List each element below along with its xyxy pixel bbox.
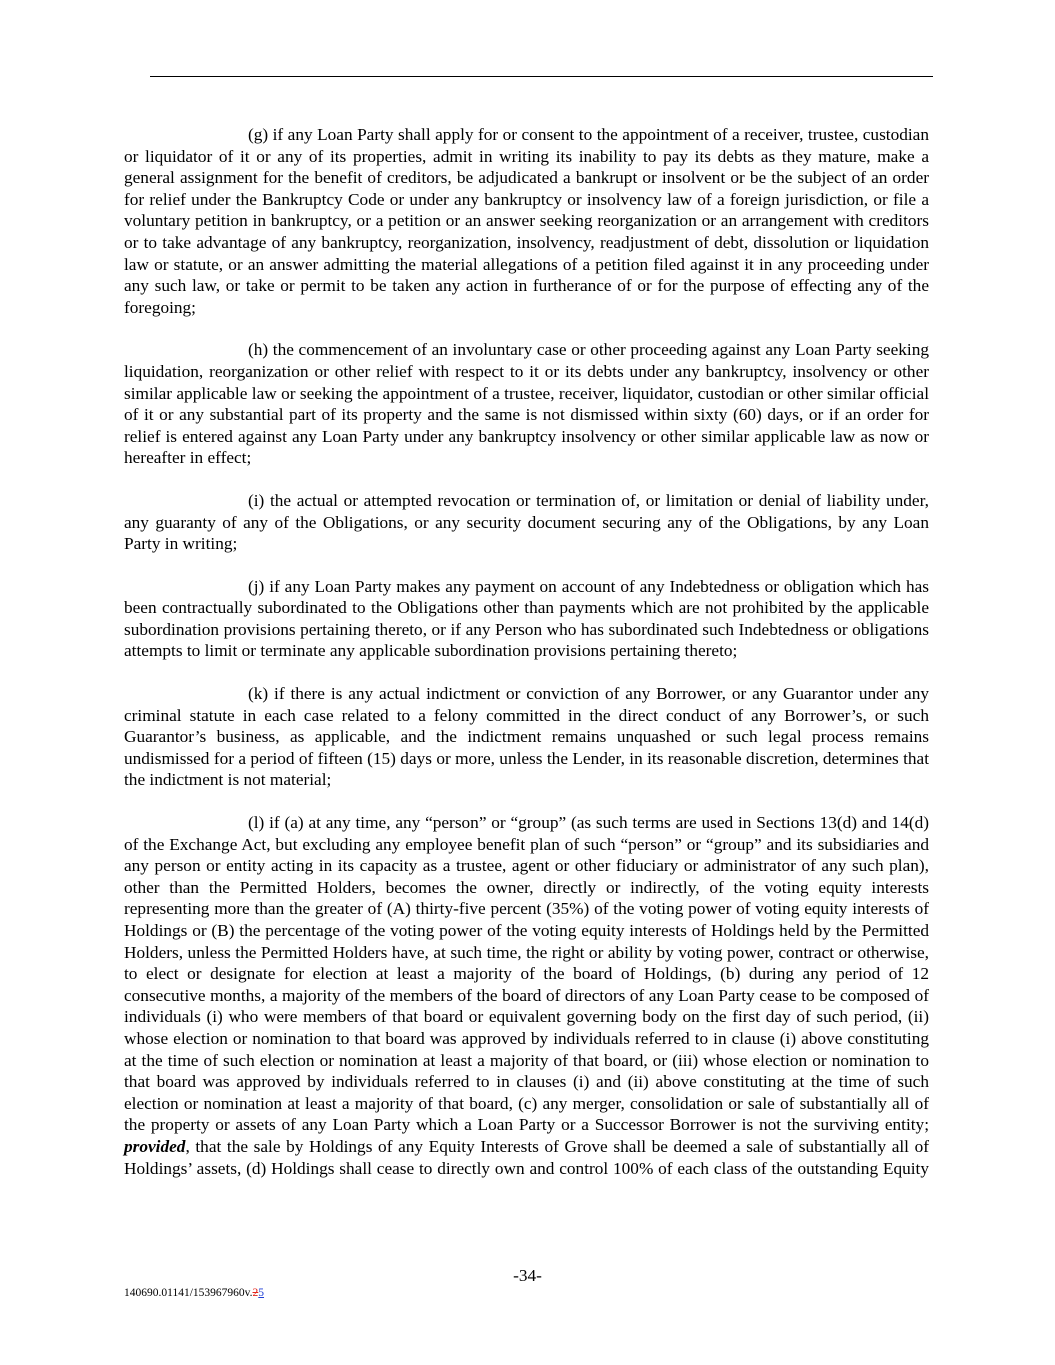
paragraph-k-text: (k) if there is any actual indictment or conviction of any Borrower, or any Guarantor under any criminal statute in each case related to a felony committed in the direct conduct of any Borrower’s, or such Guarantor’s business, as applicable, and the indictment remains unquashed or such legal process remains undismissed for a period of fifteen (15) days or more, unless the Lender, in its reasonable discretion, determines that the indictment is not material; (124, 684, 929, 790)
footer-document-id (124, 1287, 264, 1299)
paragraph-g-text: (g) if any Loan Party shall apply for or consent to the appointment of a receiver, trustee, custodian or liquidator of it or any of its properties, admit in writing its inability to pay its debts as they mature, make a general assignment for the benefit of creditors, be adjudicated a bankrupt or insolvent or be the subject of an order for relief under the Bankruptcy Code or under any bankruptcy or insolvency law of a foreign jurisdiction, or file a voluntary petition in bankruptcy, or a petition or an answer seeking reorganization or an arrangement with creditors or to take advantage of any bankruptcy, reorganization, insolvency, readjustment of debt, dissolution or liquidation law or statute, or an answer admitting the material allegations of a petition filed against it in any proceeding under any such law, or take or permit to be taken any action in furtherance of or for the purpose of effecting any of the foregoing; (124, 125, 929, 317)
deleted-version-mark: 2 (252, 1287, 259, 1299)
paragraph-l-continuation: , that the sale by Holdings of any Equity Interests of Grove shall be deemed a sale of substantially all of Holdings’ assets, (d) Holdings shall cease to directly own and control 100% of each class of the outstanding Equity (124, 1136, 929, 1178)
paragraph-l (124, 812, 929, 1179)
paragraph-i (124, 490, 929, 555)
paragraph-l-text: (l) if (a) at any time, any “person” or “group” (as such terms are used in Sections 13(d) and 14(d) of the Exchange Act, but excluding any employee benefit plan of such “person” or “group” and its subsidiaries and any person or entity acting in its capacity as a trustee, agent or other fiduciary or administrator of any such plan), other than the Permitted Holders, becomes the owner, directly or indirectly, of the voting equity interests representing more than the greater of (A) thirty-five percent (35%) of the voting power of voting equity interests of Holdings or (B) the percentage of the voting power of the voting equity interests of Holdings held by the Permitted Holders, unless the Permitted Holders have, at such time, the right or ability by voting power, contract or otherwise, to elect or designate for election at least a majority of the board of Holdings, (b) during any period of 12 consecutive months, a majority of the members of the board of directors of any Loan Party cease to be composed of individuals (i) who were members of that board or equivalent governing body on the first day of such period, (ii) whose election or nomination to that board was approved by individuals referred to in clause (i) above constituting at the time of such election or nomination at least a majority of that board, or (iii) whose election or nomination to that board was approved by individuals referred to in clauses (i) and (ii) above constituting at the time of such election or nomination at least a majority of that board, (c) any merger, consolidation or sale of substantially all of the property or assets of any Loan Party which a Loan Party or a Successor Borrower is not the surviving entity; (124, 813, 929, 1135)
paragraph-i-text: (i) the actual or attempted revocation or termination of, or limitation or denial of liability under, any guaranty of any of the Obligations, or any security document securing any of the Obligations, by any Loan Party in writing; (124, 490, 929, 554)
provided-emphasis: provided (124, 1136, 186, 1156)
document-body (124, 124, 929, 1200)
paragraph-h-text: (h) the commencement of an involuntary case or other proceeding against any Loan Party seeking liquidation, reorganization or other relief with respect to it or its debts under any bankruptcy, insolvency or other similar applicable law or seeking the appointment of a trustee, receiver, liquidator, custodian or other similar official of it or any substantial part of its property and the same is not dismissed within sixty (60) days, or if an order for relief is entered against any Loan Party under any bankruptcy insolvency or other similar applicable law as now or hereafter in effect; (124, 340, 929, 468)
footer-doc-id-text: 140690.01141/153967960v. (124, 1287, 253, 1299)
paragraph-j (124, 576, 929, 662)
paragraph-g (124, 124, 929, 318)
paragraph-j-text: (j) if any Loan Party makes any payment on account of any Indebtedness or obligation which has been contractually subordinated to the Obligations other than payments which are not prohibited by the applicable subordination provisions pertaining thereto, or if any Person who has subordinated such Indebtedness or obligations attempts to limit or terminate any applicable subordination provisions pertaining thereto; (124, 576, 929, 661)
paragraph-h (124, 339, 929, 469)
inserted-version-mark: 5 (258, 1287, 265, 1299)
header-rule (150, 76, 933, 77)
paragraph-k (124, 683, 929, 791)
page-number: -34- (513, 1266, 542, 1285)
